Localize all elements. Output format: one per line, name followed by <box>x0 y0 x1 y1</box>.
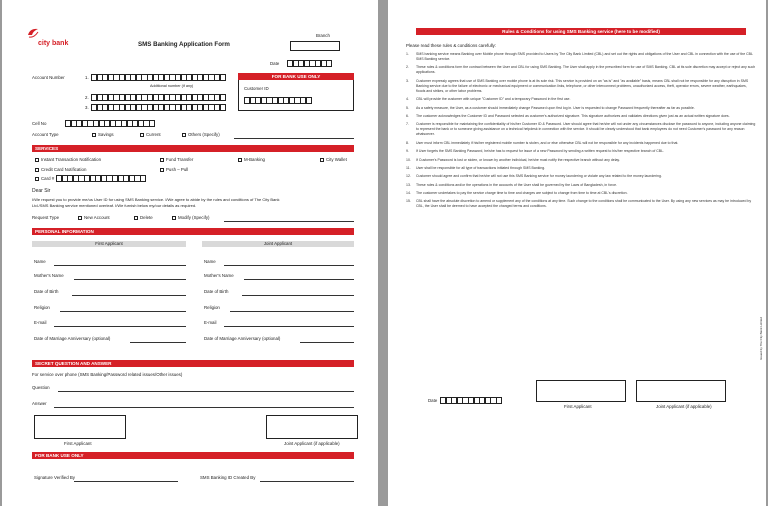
question-label: Question <box>32 385 50 390</box>
first-anniversary-field[interactable] <box>130 342 186 343</box>
rule-item <box>406 106 756 111</box>
joint-mother-label: Mother's Name <box>204 273 234 278</box>
account-number-2-boxes[interactable] <box>91 94 225 101</box>
rule-text: These rules & conditions form the contract between the User and CBL for using SMS Banking. The User shall apply in the prescribed form for use of SMS Banking. CBL at its sole discretion may accept or reject any such applications. <box>416 65 756 75</box>
request-text-1: I/We request you to provide me/us User ID for using SMS Banking service. I/We agree to abide by the rules and conditions of The City Bank <box>32 197 280 202</box>
rule-item <box>406 158 756 163</box>
rule-item <box>406 65 756 75</box>
rule-text: Customer is responsible for maintaining the confidentiality of his/her Customer ID & Password. User should agree that he/she will not under any circumstances disclose the password to anyone, including anyone claiming to represent the bank or to someone giving assistance on a technical helpdesk in connection with the service. It should be clearly understood that bank employees do not need Customer's password for any reason whatsoever. <box>416 122 756 137</box>
rule-item <box>406 52 756 62</box>
logo-text: city bank <box>38 40 69 47</box>
checkbox-icon[interactable] <box>182 133 186 137</box>
joint-religion-label: Religion <box>204 305 220 310</box>
joint-applicant-sig-label: Joint Applicant (if applicable) <box>284 441 340 446</box>
first-dob-label: Date of Birth <box>34 289 59 294</box>
first-mother-label: Mother's Name <box>34 273 64 278</box>
account-number-1-boxes[interactable] <box>91 74 225 81</box>
secret-note: For service over phone (SMS Banking/Password related issues/Other issues) <box>32 372 183 377</box>
answer-field[interactable] <box>54 407 354 408</box>
form-page-back <box>388 0 766 506</box>
rule-item <box>406 183 756 188</box>
rule-text: As a safety measure, the User, as a customer should immediately change Password upon first log in. User is requested to change Password frequently thereafter as far as possible. <box>416 105 695 110</box>
rule-item <box>406 199 756 209</box>
side-issuer-text: Issued by The City Bank Limited <box>759 317 763 360</box>
rule-number: 11. <box>406 165 411 170</box>
others-specify-line[interactable] <box>234 138 354 139</box>
services-header: SERVICES <box>32 145 354 152</box>
customer-id-label: Customer ID <box>244 86 269 91</box>
rule-text: The customer undertakes to pay the service charge time to time and charges are subject to change from time to time at CBL's discretion. <box>416 191 628 196</box>
city-bank-logo <box>26 26 40 40</box>
first-mother-field[interactable] <box>74 279 186 280</box>
service-instant-transaction[interactable]: Instant Transaction Notification <box>35 158 101 163</box>
rule-item <box>406 114 756 119</box>
modify-specify-line[interactable] <box>224 221 354 222</box>
joint-applicant-signature-box[interactable] <box>266 415 358 439</box>
first-religion-field[interactable] <box>60 311 186 312</box>
checkbox-icon[interactable] <box>35 177 39 181</box>
account-row-1-label: 1. <box>85 75 89 80</box>
rule-text: Customer should agree and confirm that he/she will not use this SMS Banking service for money laundering or violate any law related to the money laundering. <box>416 174 662 179</box>
checkbox-icon[interactable] <box>238 158 242 162</box>
signature-verified-field[interactable] <box>74 481 178 482</box>
account-type-label: Account Type <box>32 132 59 137</box>
dear-sir: Dear Sir <box>32 188 51 194</box>
account-number-3-boxes[interactable] <box>91 104 225 111</box>
cell-no-boxes[interactable] <box>65 120 155 127</box>
bank-use-header: FOR BANK USE ONLY <box>238 73 354 80</box>
rule-text: The customer acknowledges the Customer ID and Password selected as customer's authorized signature. This signature authorizes and validates directions given just as an actual written signature does. <box>416 113 730 118</box>
bank-use-bottom-header: FOR BANK USE ONLY <box>32 452 354 459</box>
branch-field[interactable] <box>290 41 340 51</box>
account-type-others[interactable]: Others (Specify) <box>182 133 220 138</box>
rule-number: 1. <box>406 52 409 56</box>
personal-info-header: PERSONAL INFORMATION <box>32 228 354 235</box>
account-number-label: Account Number <box>32 75 65 80</box>
service-credit-card[interactable]: Credit Card Notification <box>35 168 86 173</box>
branch-label: Branch <box>316 33 330 38</box>
logo-mark-icon <box>26 26 40 40</box>
rule-text: CBL shall have the absolute discretion to amend or supplement any of the conditions at any time. Such change to the conditions shall be communicated to the User. By using any new services as may be introduced by CBL, the User shall be deemed to have accepted the changed terms and conditions. <box>416 199 752 209</box>
form-title: SMS Banking Application Form <box>138 41 230 48</box>
first-name-label: Name <box>34 259 46 264</box>
rule-number: 12. <box>406 174 411 179</box>
checkbox-icon[interactable] <box>320 158 324 162</box>
question-field[interactable] <box>58 391 354 392</box>
rule-text: Customer expressly agrees that use of SMS Banking over mobile phone is at its sole risk. This service is provided on an "as is" and "as available" basis, means CBL shall not be responsible for any disruption in SMS Banking service due to the failure of electronic or mechanical equipment or communication links, telephone, or other interconnect problems, unauthorized access, theft, operator errors, severe weather, earthquakes, floods and strikes, or other labor problems. <box>416 78 749 93</box>
checkbox-icon[interactable] <box>78 216 82 220</box>
date-label: Date <box>270 61 280 66</box>
rule-item <box>406 191 756 196</box>
rule-number: 6. <box>406 113 409 118</box>
rules-intro: Please read these rules & conditions carefully: <box>406 43 497 48</box>
rule-text: If User forgets the SMS Banking Password, he/she has to request for issue of a new Password by sending a written request to his/her respective branch of CBL. <box>416 149 665 154</box>
first-applicant-signature-box[interactable] <box>34 415 126 439</box>
account-row-3-label: 3. <box>85 105 89 110</box>
first-applicant-sig-label: First Applicant <box>64 441 92 446</box>
card-number-boxes[interactable] <box>56 175 146 182</box>
rule-number: 13. <box>406 182 411 187</box>
first-applicant-label-2: First Applicant <box>564 404 592 409</box>
request-type-label: Request Type <box>32 215 60 220</box>
rule-number: 7. <box>406 122 409 127</box>
rule-number: 2. <box>406 65 409 70</box>
first-anniversary-label: Date of Marriage Anniversary (optional) <box>34 336 111 341</box>
account-type-current[interactable]: Current <box>140 133 161 138</box>
request-delete[interactable]: Delete <box>134 216 153 221</box>
rule-item <box>406 97 756 102</box>
date-boxes-2[interactable] <box>440 397 502 404</box>
joint-applicant-signature-box-2[interactable] <box>636 380 726 402</box>
rule-item <box>406 79 756 94</box>
checkbox-icon[interactable] <box>92 133 96 137</box>
checkbox-icon[interactable] <box>35 168 39 172</box>
checkbox-icon[interactable] <box>160 168 164 172</box>
sms-id-created-field[interactable] <box>260 481 354 482</box>
rule-text: User shall be responsible for all type of transactions initiated through SMS Banking. <box>416 165 546 170</box>
rule-item <box>406 149 756 154</box>
joint-applicant-column-header: Joint Applicant <box>202 241 354 247</box>
rule-item <box>406 166 756 171</box>
rule-text: If Customer's Password is lost or stolen, or known by another individual, he/she must notify the respective branch without any delay. <box>416 157 620 162</box>
checkbox-icon[interactable] <box>140 133 144 137</box>
request-new-account[interactable]: New Account <box>78 216 110 221</box>
joint-dob-label: Date of Birth <box>204 289 229 294</box>
checkbox-icon[interactable] <box>160 158 164 162</box>
rule-number: 10. <box>406 157 411 162</box>
joint-mother-field[interactable] <box>244 279 354 280</box>
joint-email-label: E-mail <box>204 320 217 325</box>
account-row-2-label: 2. <box>85 95 89 100</box>
checkbox-icon[interactable] <box>172 216 176 220</box>
rule-number: 8. <box>406 140 409 145</box>
first-email-field[interactable] <box>54 326 186 327</box>
rules-header: Rules & Conditions for using SMS Banking service (here to be modified) <box>416 28 746 35</box>
joint-anniversary-field[interactable] <box>300 342 354 343</box>
answer-label: Answer <box>32 401 47 406</box>
joint-applicant-label-2: Joint Applicant (if applicable) <box>656 404 712 409</box>
sms-id-created-label: SMS Banking ID Created By <box>200 475 256 480</box>
rule-number: 15. <box>406 199 411 204</box>
signature-verified-label: Signature Verified By <box>34 475 76 480</box>
first-name-field[interactable] <box>54 265 186 266</box>
rule-text: User must inform CBL immediately if his/her registered mobile number is stolen, and or else otherwise CBL will not be responsible for any incidents happened due to that. <box>416 140 679 145</box>
customer-id-boxes[interactable] <box>244 97 311 104</box>
joint-dob-field[interactable] <box>242 295 354 296</box>
joint-anniversary-label: Date of Marriage Anniversary (optional) <box>204 336 281 341</box>
service-card-number[interactable]: Card # <box>35 177 54 182</box>
account-type-savings[interactable]: Savings <box>92 133 114 138</box>
first-email-label: E-mail <box>34 320 47 325</box>
rule-number: 4. <box>406 97 409 102</box>
rule-number: 9. <box>406 149 409 154</box>
rule-text: SMS banking service means Banking over Mobile phone through SMS provided to Users by The City Bank Limited (CBL) and set out the rights and obligations of the User and CBL in connection with the use of the CBL SMS Banking service. <box>416 52 753 61</box>
joint-name-label: Name <box>204 259 216 264</box>
first-applicant-column-header: First Applicant <box>32 241 186 247</box>
request-modify[interactable]: Modify (Specify) <box>172 216 209 221</box>
date-label-2: Date <box>428 398 438 403</box>
rule-item <box>406 122 756 137</box>
service-push-pull[interactable]: Push – Pull <box>160 168 188 173</box>
service-city-wallet[interactable]: City Wallet <box>320 158 347 163</box>
first-religion-label: Religion <box>34 305 50 310</box>
first-dob-field[interactable] <box>72 295 186 296</box>
secret-question-header: SECRET QUESTION AND ANSWER <box>32 360 354 367</box>
joint-religion-field[interactable] <box>230 311 354 312</box>
rule-number: 14. <box>406 191 411 196</box>
cell-no-label: Cell No <box>32 121 47 126</box>
rule-number: 3. <box>406 78 409 83</box>
checkbox-icon[interactable] <box>35 158 39 162</box>
rule-text: These rules & conditions and/or the operations in the accounts of the User shall be governed by the Laws of Bangladesh, in force. <box>416 182 617 187</box>
form-page-front <box>2 0 378 506</box>
rule-text: CBL will provide the customer with unique "Customer ID" and a temporary Password in the first use. <box>416 97 571 102</box>
service-m-banking[interactable]: M-Banking <box>238 158 265 163</box>
checkbox-icon[interactable] <box>134 216 138 220</box>
request-text-2: Ltd./SMS Banking service mentioned overleaf. I/We furnish below my/our details as required. <box>32 203 197 208</box>
service-fund-transfer[interactable]: Fund Transfer <box>160 158 193 163</box>
rule-number: 5. <box>406 105 409 110</box>
rules-list <box>406 52 756 213</box>
rule-item <box>406 141 756 146</box>
additional-number-label: Additional number (if any) <box>150 84 194 88</box>
rule-item <box>406 174 756 179</box>
joint-name-field[interactable] <box>224 265 354 266</box>
first-applicant-signature-box-2[interactable] <box>536 380 626 402</box>
joint-email-field[interactable] <box>224 326 354 327</box>
date-boxes[interactable] <box>287 60 332 67</box>
